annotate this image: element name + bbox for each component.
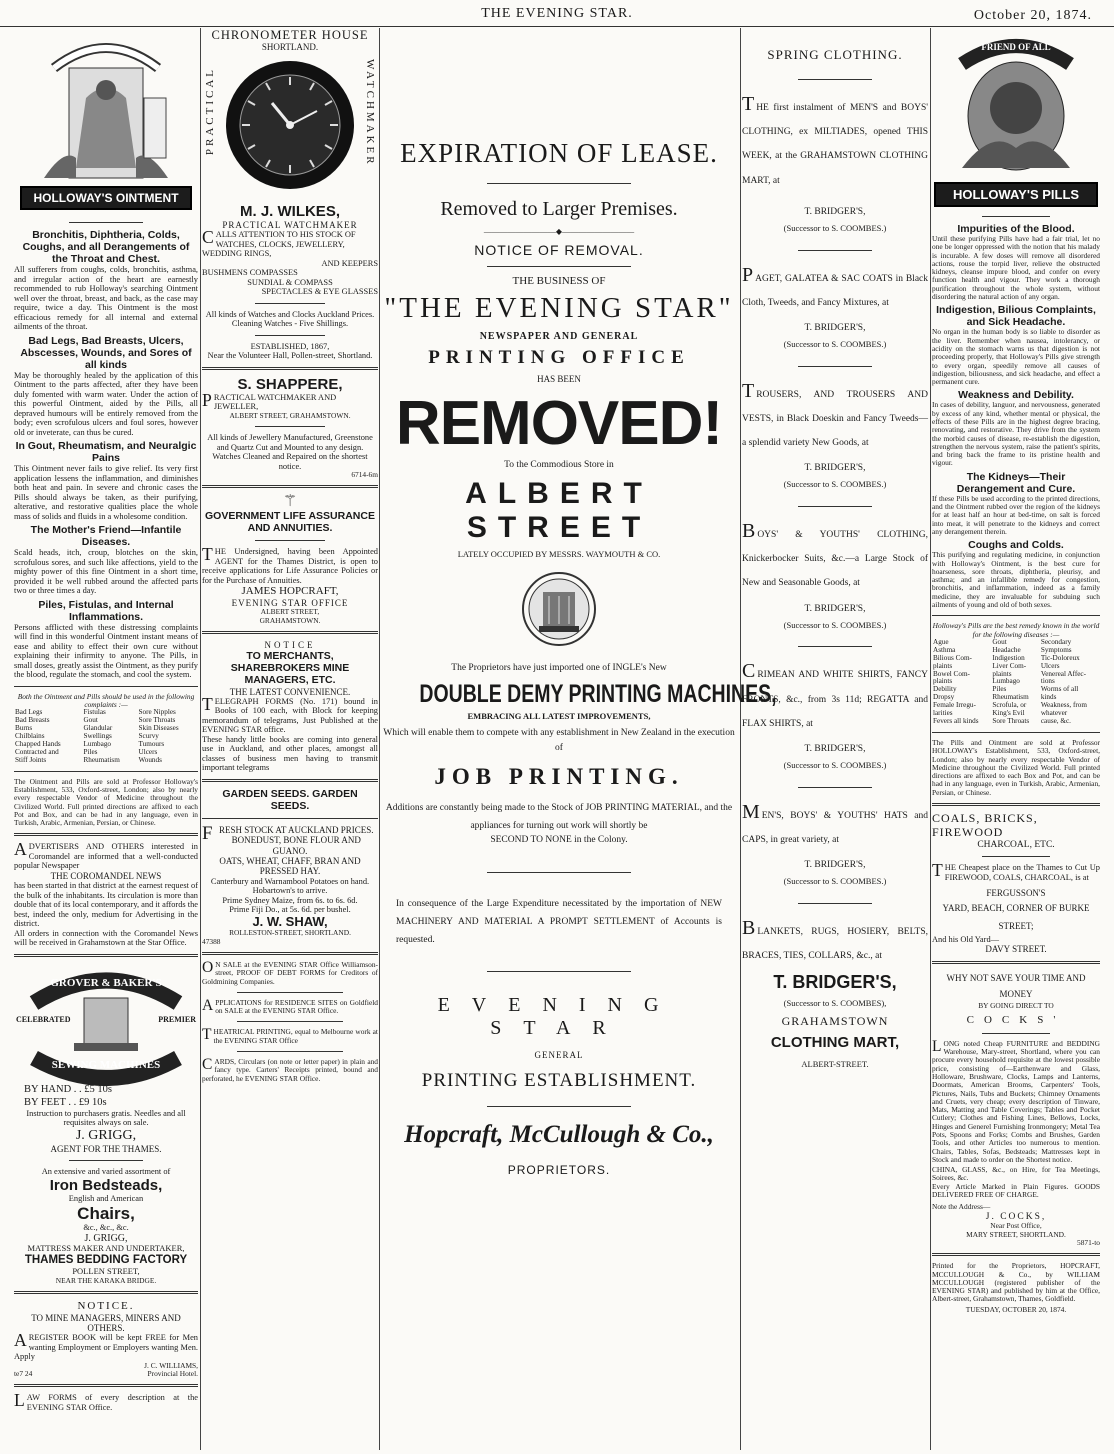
divider <box>798 903 872 904</box>
wilkes-spectacles: SPECTACLES & EYE GLASSES <box>261 287 378 297</box>
bonedust-text: BONEDUST, BONE FLOUR AND GUANO. <box>231 835 361 856</box>
williams-name: J. C. WILLIAMS, <box>144 1360 198 1370</box>
bedsteads-etc: &c., &c., &c. <box>83 1223 129 1233</box>
pills-disease-cell: Weakness, from <box>1040 701 1087 710</box>
pills-disease-cell: Headache <box>992 645 1021 654</box>
merchants-notice: NOTICE <box>264 639 316 650</box>
double-demy-heading: DOUBLE DEMY PRINTING MACHINES, <box>419 679 777 708</box>
pills-disease-cell: Ulcers <box>1040 661 1060 670</box>
grover-baker-left: CELEBRATED <box>16 1014 71 1024</box>
clothing-mart: CLOTHING MART, <box>770 1034 900 1052</box>
ointment-complaint-cell: Bad Legs <box>15 708 43 717</box>
pollen-street: POLLEN STREET, <box>72 1266 140 1277</box>
clock-emblem <box>202 53 378 203</box>
shaw-ref: 47388 <box>202 936 221 946</box>
divider <box>255 303 325 304</box>
china-glass-text: CHINA, GLASS, &c., on Hire, for Tea Meetings, Soirees, &c. <box>932 1165 1100 1183</box>
evening-star-office: EVENING STAR OFFICE <box>231 598 349 609</box>
first-instalment-text: THE first instalment of MEN'S and BOYS' CLOTHING, ex MILTIADES, opened THIS WEEK, at the GRAHAMSTOWN CLOTHING MART, at <box>742 92 928 186</box>
albert-street: ALBERT STREET, <box>260 607 320 617</box>
ointment-footer: The Ointment and Pills are sold at Professor Holloway's Establishment, 533, Oxford-street, London; also by nearly every respectable Vendor of Medicine throughout the Civilized World. Full printed directions are affixed to each Pot and Box, and can be had in any language, even in Turkish, Arabic, Armenian, Persian, or Chinese. <box>14 776 198 828</box>
pills-disease-cell: Rheumatism <box>992 693 1029 702</box>
pills-disease-cell: Venereal Affec- <box>1040 669 1087 678</box>
weakness-text: In cases of debility, languor, and nervousness, generated by excess of any kind, whether mental or physical, the effects of these Pills are in the highest degree bracing, renovating, and restorative. They drive from the system the morbid causes of disease, re-establish the digestion, strengthen the nervous system, raise the patient's spirits, and bring back the frame to its pristine health and vigour. <box>932 400 1100 468</box>
pills-disease-cell: Bilious Com- <box>933 653 972 662</box>
pills-disease-cell: Liver Com- <box>992 661 1027 670</box>
divider <box>932 803 1100 806</box>
grigg-name-2: J. GRIGG, <box>84 1232 128 1244</box>
on-sale-text: ON SALE at the EVENING STAR Office Williamson-street, PROOF OF DEBT FORMS for Creditors of Goldmining Companies. <box>202 959 378 986</box>
pills-disease-cell: kinds <box>1040 693 1057 702</box>
evening-star-title: "THE EVENING STAR" <box>384 291 734 324</box>
notice-ref: te7 24 <box>14 1369 33 1379</box>
davy-street: DAVY STREET. <box>985 944 1047 955</box>
ointment-text-legs: May be thoroughly healed by the application of this Ointment to the parts affected, after they have been duly fomented with warm water. Under the action of this powerful Ointment, aided by the Pills, all depraved humours will be entirely removed from the body; even scrofulous ulcers and foul sores, however old or inveterate, can thus be cured. <box>14 370 198 437</box>
pills-disease-cell: Worms of all <box>1040 685 1079 694</box>
ointment-heading-bronchitis: Bronchitis, Diphtheria, Colds, Coughs, and all Derangements of the Throat and Chest. <box>22 229 190 266</box>
column-4 <box>742 28 928 1450</box>
coughs-text: This purifying and regulating medicine, in conjunction with Holloway's Ointment, is the best cure for hoarseness, sore throats, diphtheria, pleurisy, and asthma; and an infallible remedy for congestion, bronchitis, and inflammation, indeed as a family medicine, they are invaluable for subduing such ailments of young and old of both sexes. <box>932 550 1100 609</box>
bridgers-5: T. BRIDGER'S, <box>804 743 866 754</box>
divider <box>202 485 378 488</box>
pills-disease-cell: Sore Throats <box>992 717 1030 726</box>
yard-beach: YARD, BEACH, CORNER OF BURKE STREET; <box>942 902 1090 931</box>
theatrical-printing-text: THEATRICAL PRINTING, equal to Melbourne work at the EVENING STAR Office <box>202 1026 378 1045</box>
karaka-bridge: NEAR THE KARAKA BRIDGE. <box>55 1275 157 1285</box>
masthead-date: October 20, 1874. <box>973 8 1092 23</box>
pills-disease-cell: Fevers all kinds <box>933 717 979 726</box>
divider <box>255 426 325 427</box>
pills-disease-cell: plaints <box>992 669 1012 678</box>
kidneys-heading: The Kidneys—Their Derangement and Cure. <box>956 470 1076 495</box>
pills-disease-cell: Asthma <box>933 645 956 654</box>
shappere-trade: PRACTICAL WATCHMAKER AND JEWELLER, <box>202 389 337 412</box>
wilkes-name: M. J. WILKES, <box>239 202 340 220</box>
grover-baker-low-text: SEWING MACHINES <box>51 1058 161 1071</box>
bridgers-1: T. BRIDGER'S, <box>804 206 866 217</box>
wilkes-sundial: SUNDIAL & COMPASS <box>247 277 333 287</box>
wilkes-keepers: AND KEEPERS <box>321 258 378 268</box>
divider <box>237 1051 343 1052</box>
grahamstown: GRAHAMSTOWN. <box>259 615 321 625</box>
ointment-complaint-cell: Glandular <box>83 724 113 733</box>
garden-seeds-heading: GARDEN SEEDS. GARDEN SEEDS. <box>222 787 358 812</box>
additions-text: Additions are constantly being made to the Stock of JOB PRINTING MATERIAL, and the appliances for turning out work will shortly be <box>385 802 733 831</box>
grover-baker-right: PREMIER <box>158 1014 196 1024</box>
divider <box>69 1160 143 1161</box>
divider <box>14 833 198 836</box>
bedsteads-sub: English and American <box>68 1194 144 1204</box>
pills-disease-cell: Symptoms <box>1040 645 1072 654</box>
bridgers-4: T. BRIDGER'S, <box>804 603 866 614</box>
ointment-complaint-cell: Chilblains <box>15 732 45 741</box>
divider <box>14 1291 198 1294</box>
ointment-complaint-cell: Bad Breasts <box>15 716 50 725</box>
divider <box>237 1021 343 1022</box>
pills-footer: The Pills and Ointment are sold at Professor HOLLOWAY's Establishment, 533, Oxford-street, London; also by nearly every respectable Vendor of Medicine throughout the Civilized World. Full printed directions are affixed to each Box and Pot, and can be had in any language, even in Turkish, Arabic, Armenian, Persian, or Chinese. <box>932 737 1100 797</box>
proprietors-imported: The Proprietors have just imported one of INGLE's New <box>451 662 667 673</box>
divider <box>255 335 325 336</box>
shappere-address: ALBERT STREET, GRAHAMSTOWN. <box>229 410 351 420</box>
divider <box>202 779 378 782</box>
column-rule <box>740 28 741 1450</box>
job-printing-heading: JOB PRINTING. <box>434 764 684 790</box>
evening-star-spaced: EVENING STAR <box>437 994 681 1039</box>
divider <box>487 971 630 972</box>
successor-3: (Successor to S. COOMBES.) <box>783 479 887 490</box>
advertisers-text-3: All orders in connection with the Coromandel News will be received in Grahamstown at the Star Office. <box>14 928 198 948</box>
divider <box>202 952 378 955</box>
business-of: THE BUSINESS OF <box>512 275 606 288</box>
pills-disease-cell: Tic-Doloreux <box>1040 653 1080 662</box>
diamond-rule: —————————◆————————— <box>483 227 635 237</box>
column-rule <box>200 28 201 1450</box>
pills-disease-cell: Gout <box>992 637 1007 646</box>
expiration-heading: EXPIRATION OF LEASE. <box>400 138 718 168</box>
boys-clothing-text: BOYS' & YOUTHS' CLOTHING, Knickerbocker Suits, &c.—a Large Stock of New and Seasonable Goods, at <box>742 519 928 589</box>
provincial-hotel: Provincial Hotel. <box>147 1369 198 1379</box>
register-book-text: AREGISTER BOOK will be kept FREE for Men wanting Employment or Employers wanting Men. Apply <box>14 1330 198 1362</box>
grigg-name: J. GRIGG, <box>75 1127 137 1143</box>
ointment-heading-mothers: The Mother's Friend—Infantile Diseases. <box>30 524 182 549</box>
spacer <box>380 28 738 138</box>
vertical-practical: PRACTICAL <box>204 66 216 155</box>
successor-5: (Successor to S. COOMBES.) <box>783 759 887 770</box>
fiji-text: Prime Fiji Do., at 5s. 6d. per bushel. <box>229 905 351 915</box>
grigg-agent: AGENT FOR THE THAMES. <box>50 1143 162 1154</box>
divider <box>932 615 1100 616</box>
chronometer-house-title: CHRONOMETER HOUSE <box>211 28 369 42</box>
coals-heading: COALS, BRICKS, FIREWOOD <box>932 810 1038 839</box>
successor-1: (Successor to S. COOMBES.) <box>783 222 887 233</box>
ointment-complaint-cell: Ulcers <box>138 747 158 756</box>
pills-disease-cell: Female Irregu- <box>933 701 976 710</box>
shaw-name: J. W. SHAW, <box>252 913 328 929</box>
divider <box>14 686 198 687</box>
ointment-list-heading: Both the Ointment and Pills should be used in the following complaints :— <box>17 691 195 710</box>
pills-emblem <box>932 28 1100 210</box>
divider <box>982 856 1049 857</box>
successor-2: (Successor to S. COOMBES.) <box>783 338 887 349</box>
pills-disease-row <box>932 718 1100 726</box>
ointment-complaint-cell: Tumours <box>138 740 165 749</box>
ointment-complaint-cell: Wounds <box>138 755 162 764</box>
notice-heading: NOTICE. <box>77 1300 135 1313</box>
kidneys-text: If these Pills be used according to the printed directions, and the Ointment rubbed over the region of the kidneys for at least half an hour at bed-time, on salt is forced into meat, it will penetrate to the kidneys and correct any derangement therein. <box>932 493 1100 536</box>
pills-disease-cell: plaints <box>933 677 953 686</box>
government-assurance-heading: GOVERNMENT LIFE ASSURANCE AND ANNUITIES. <box>205 510 375 535</box>
wilkes-trade: PRACTICAL WATCHMAKER <box>222 219 358 230</box>
ointment-text-mothers: Scald heads, itch, croup, blotches on the skin, scrofulous sores, and such like affections, yield to the mighty power of this fine Ointment in a short time, provided it be well rubbed around the affected parts two or three times a day. <box>14 548 198 596</box>
divider <box>487 1106 630 1107</box>
printing-press-emblem <box>380 568 738 655</box>
pills-disease-cell: Scrofula, or <box>992 701 1027 710</box>
divider <box>798 646 872 647</box>
divider <box>932 732 1100 733</box>
bedsteads-intro: An extensive and varied assortment of <box>41 1167 171 1177</box>
cocks-ref: 5871-to <box>1077 1238 1100 1248</box>
save-time-heading: WHY NOT SAVE YOUR TIME AND MONEY <box>946 972 1086 999</box>
embracing-improvements: EMBRACING ALL LATEST IMPROVEMENTS, <box>467 711 651 722</box>
grover-baker-emblem <box>14 963 198 1083</box>
pills-disease-cell: tions <box>1040 677 1055 686</box>
pills-disease-cell: King's Evil <box>992 709 1025 718</box>
latest-convenience: THE LATEST CONVENIENCE. <box>229 686 351 697</box>
bridgers-large: T. BRIDGER'S, <box>773 972 897 993</box>
paget-coats-text: PAGET, GALATEA & SAC COATS in Black Cloth, Tweeds, and Fancy Mixtures, at <box>742 263 928 308</box>
shappere-ref: 6714-6m <box>351 470 378 480</box>
wilkes-text: CALLS ATTENTION TO HIS STOCK OF WATCHES, CLOCKS, JEWELLERY, WEDDING RINGS, <box>202 227 356 259</box>
telegraph-forms-text: TELEGRAPH FORMS (No. 171) bound in Books of 100 each, with Block for keeping memorandum of telegrams, Just Published at the EVENING STAR office. <box>202 693 378 735</box>
merchants-heading: TO MERCHANTS, SHAREBROKERS MINE MANAGERS, ETC. <box>230 650 350 687</box>
ointment-text-piles: Persons afflicted with these distressing complaints will find in this wonderful Ointment instant means of ease and ability to effect their own cure without explaining their infirmity to anyone. The Pills, in small doses, greatly assist the Ointment, as they purify the blood, regulate the stomach, and cool the system. <box>14 622 198 680</box>
ointment-complaint-cell: Swellings <box>83 732 112 741</box>
advertisers-text-2: has been started in that district at the earnest request of the bulk of the inhabitants. Its circulation is more than double that of its local contemporary, and it affords the best, indeed the only, medium for Advertising in the district. <box>14 881 198 929</box>
grahamstown-label: GRAHAMSTOWN <box>781 1013 889 1028</box>
cards-text: CARDS, Circulars (on note or letter paper) in plain and fancy type. Carters' Receipts printed, bound and perforated, he EVENING STAR Office. <box>202 1055 378 1083</box>
chairs-heading: Chairs, <box>77 1203 135 1223</box>
thames-bedding-factory: THAMES BEDDING FACTORY <box>24 1253 188 1266</box>
old-yard: And his Old Yard— <box>932 934 1000 944</box>
spacer <box>742 28 928 48</box>
shappere-name: S. SHAPPERE, <box>237 375 343 393</box>
mattress-maker: MATTRESS MAKER AND UNDERTAKER, <box>27 1243 185 1254</box>
ointment-complaint-cell: Burns <box>15 724 33 733</box>
advertisers-text: ADVERTISERS AND OTHERS interested in Coromandel are informed that a well-conducted popular Newspaper <box>14 839 198 871</box>
cocks-name: J. COCKS, <box>985 1211 1047 1222</box>
ointment-emblem <box>14 28 198 216</box>
bridgers-6: T. BRIDGER'S, <box>804 860 866 871</box>
ointment-badge: HOLLOWAY'S OINTMENT <box>20 186 192 210</box>
column-1 <box>14 28 198 1450</box>
grover-baker-arc-text: GROVER & BAKER'S <box>50 976 162 989</box>
column-3 <box>380 28 777 1450</box>
spring-clothing-heading: SPRING CLOTHING. <box>767 47 903 62</box>
pills-disease-cell: Bowel Com- <box>933 669 970 678</box>
cheapest-place-text: THE Cheapest place on the Thames to Cut Up FIREWOOD, COALS, CHARCOAL, is at <box>932 860 1100 882</box>
notice-footer <box>14 1370 198 1378</box>
divider <box>982 1033 1049 1034</box>
has-been: HAS BEEN <box>537 374 581 385</box>
potatoes-text: Canterbury and Warnambool Potatoes on hand. Hobartown's to arrive. <box>210 876 370 896</box>
blankets-text: BLANKETS, RUGS, HOSIERY, BELTS, BRACES, TIES, COLLARS, &c., at <box>742 916 928 961</box>
ointment-complaint-cell: Piles <box>83 747 98 756</box>
coromandel-news-title: THE COROMANDEL NEWS <box>50 870 162 881</box>
masthead <box>0 0 1114 27</box>
divider <box>202 818 378 819</box>
sydney-maize-text: Prime Sydney Maize, from 6s. to 6s. 6d. <box>222 895 358 905</box>
wilkes-established: ESTABLISHED, 1867, <box>250 341 330 351</box>
compete-text: Which will enable them to compete with any establishment in New Zealand in the execution of <box>383 728 735 754</box>
near-post-office: Near Post Office, <box>990 1221 1042 1231</box>
shortland-sub: SHORTLAND. <box>261 42 319 53</box>
consequence-text: In consequence of the Large Expenditure necessitated by the importation of NEW MACHINERY AND MATERIAL A PROMPT SETTLEMENT of Accounts is requested. <box>396 898 722 945</box>
masthead-title: THE EVENING STAR. <box>481 6 633 21</box>
wilkes-address: Near the Volunteer Hall, Pollen-street, Shortland. <box>207 351 373 361</box>
divider <box>487 183 630 184</box>
indigestion-text: No organ in the human body is so liable to disorder as the liver. Remember when nausea, intolerancy, or acidity on the stomach warns us that digestion is not proceeding properly, that Holloway's Pills give strength to every organ, speedily remove all causes of indigestion, biliousness, and sick headache, and effect a permanent cure. <box>932 327 1100 387</box>
ointment-heading-legs: Bad Legs, Bad Breasts, Ulcers, Abscesses, Wounds, and Sores of all kinds <box>20 334 192 371</box>
shirts-text: CRIMEAN AND WHITE SHIRTS, FANCY FRONTS, &c., from 3s 11d; REGATTA and FLAX SHIRTS, at <box>742 660 928 729</box>
ointment-text-gout: This Ointment never fails to give relief. Its very first application lessens the inflammation, and diminishes both heat and pain. In severe and chronic cases the Pills should always be taken, as their purifying, alterative, and restorative qualities place the whole mass of solids and fluids in a wholesome condition. <box>14 464 198 521</box>
fresh-stock-text: FRESH STOCK AT AUCKLAND PRICES. <box>202 822 374 844</box>
ointment-complaint-cell: Fistulas <box>83 708 106 717</box>
notice-of-removal: NOTICE OF REMOVAL. <box>474 242 644 259</box>
divider <box>932 961 1100 964</box>
ointment-complaint-cell: Skin Diseases <box>138 724 179 733</box>
pills-diseases-table <box>932 639 1100 726</box>
ointment-complaint-cell: Gout <box>83 716 98 725</box>
divider <box>798 250 872 251</box>
handy-books-text: These handy little books are coming into general use in Auckland, and other places, amongst all classes of business men having to transmit important telegrams <box>202 734 378 773</box>
cocks-warehouse-text: LONG noted Cheap FURNITURE and BEDDING Warehouse, Mary-street, Shortland, where you can procure every household requisite at the lowest possible price, consisting of—Earthenware and Glass, Holloware, Brushware, Clocks, Lamps and Lanterns, Doormats, American Brooms, Carpenters' Tools, Pictures, Nails, Tubs and Buckets; Chimney Ornaments and Cruets, very cheap; every description of Tinware, Mats, Matting and Table Coverings; Tables and Pocket Cutlery; Clothes and Fishing Lines, Bellows, Locks, Hinges and Generel Furnishing Ironmongery; Metal Tea Pots, Spoons and Forks; Combs and Brushes, Garden Tools, and other Articles too numerous to mention. Chairs, Tables, Sofas, Bedsteads; Mattresses kept in Stock and made to order on the Shortest notice. <box>932 1037 1100 1164</box>
crest-icon: ⚚ <box>282 493 298 511</box>
divider <box>932 1253 1100 1256</box>
shappere-watches: Watches Cleaned and Repaired on the shortest notice. <box>212 452 368 471</box>
divider <box>14 1384 198 1387</box>
going-direct: BY GOING DIRECT TO <box>978 1000 1054 1010</box>
ointment-complaint-cell: Chapped Hands <box>15 740 61 749</box>
instruction-text: Instruction to purchasers gratis. Needles and all requisites always on sale. <box>26 1108 186 1128</box>
impurities-text: Until these purifying Pills have had a fair trial, let no one be longer oppressed with the notion that his malady is incurable. A few doses will remove all disordered actions, rouse the torpid liver, relieve the obstructed kidneys, cleanse impure blood, and confer on every function health and vigour. They work a thorough purification throughout the whole system, without disordering the natural action of any organ. <box>932 234 1100 302</box>
clock-face-icon <box>202 53 378 203</box>
divider <box>237 992 343 993</box>
ointment-text-bronchitis: All sufferers from coughs, colds, bronchitis, asthma, and irregular action of the heart are earnestly recommended to rub Holloway's searching Ointment well over the throat, breast, and back, as the case may require, twice a day. This Ointment is the most efficacious remedy for all internal and external ailments of the throat. <box>14 265 198 332</box>
price-by-feet: BY FEET . . £9 10s <box>24 1096 107 1108</box>
proprietors-label: PROPRIETORS. <box>507 1162 611 1177</box>
pills-disease-cell: plaints <box>933 661 953 670</box>
hopcraft-mccullough: Hopcraft, McCullough & Co., <box>404 1121 714 1149</box>
pills-disease-cell: Indigestion <box>992 653 1025 662</box>
albert-street-4: ALBERT-STREET. <box>801 1058 869 1069</box>
bridgers-3: T. BRIDGER'S, <box>804 463 866 474</box>
removed-larger-heading: Removed to Larger Premises. <box>440 198 678 221</box>
pills-disease-cell: Debility <box>933 685 957 694</box>
printing-office: PRINTING OFFICE <box>428 346 690 368</box>
column-2 <box>202 28 378 1450</box>
divider <box>798 787 872 788</box>
commodious-store: To the Commodious Store in <box>504 459 614 470</box>
second-to-none: SECOND TO NONE in the Colony. <box>490 834 628 845</box>
imprint-date: TUESDAY, OCTOBER 20, 1874. <box>965 1304 1067 1314</box>
pills-disease-cell: Piles <box>992 685 1007 694</box>
divider <box>798 79 872 80</box>
divider <box>202 631 378 634</box>
newspaper-general: NEWSPAPER AND GENERAL <box>479 331 639 343</box>
pills-disease-cell: Lumbago <box>992 677 1020 686</box>
law-forms-text: LAW FORMS of every description at the EVENING STAR Office. <box>14 1390 198 1412</box>
applications-text: APPLICATIONS for RESIDENCE SITES on Goldfield on SALE at the EVENING STAR Office. <box>202 996 378 1016</box>
column-5 <box>932 28 1100 1450</box>
printing-establishment: PRINTING ESTABLISHMENT. <box>421 1070 697 1092</box>
pills-disease-cell: cause, &c. <box>1040 717 1071 726</box>
wilkes-cleaning: Cleaning Watches - Five Shillings. <box>231 319 349 329</box>
note-address: Note the Address— <box>932 1202 991 1212</box>
government-assurance-text: THE Undersigned, having been Appointed AGENT for the Thames District, is open to receive applications for Life Assurance Policies or for the Purchase of Annuities. <box>202 544 378 585</box>
divider <box>487 266 630 267</box>
wilkes-prices: All kinds of Watches and Clocks Auckland Prices. <box>205 309 375 319</box>
ointment-complaint-cell: Rheumatism <box>83 755 120 764</box>
bridgers-2: T. BRIDGER'S, <box>804 322 866 333</box>
trousers-text: TROUSERS, AND TROUSERS AND VESTS, in Black Doeskin and Fancy Tweeds—a splendid variety New Goods, at <box>742 379 928 449</box>
impurities-heading: Impurities of the Blood. <box>957 223 1075 235</box>
ointment-heading-piles: Piles, Fistulas, and Internal Inflammations. <box>38 598 174 623</box>
charcoal-sub: CHARCOAL, ETC. <box>977 839 1055 850</box>
mary-street: MARY STREET, SHORTLAND. <box>966 1229 1066 1239</box>
pills-arc-text: FRIEND OF ALL <box>981 42 1051 52</box>
iron-bedsteads-heading: Iron Bedsteads, <box>49 1176 163 1194</box>
ointment-complaint-cell: Contracted and <box>15 747 59 756</box>
cocks-heading: COCKS' <box>966 1014 1066 1027</box>
pills-disease-cell: larities <box>933 709 953 718</box>
divider <box>202 367 378 370</box>
removed-heading: REMOVED! <box>395 388 723 458</box>
pills-disease-cell: Ague <box>933 637 949 646</box>
shaw-address: ROLLESTON-STREET, SHORTLAND. <box>229 928 351 938</box>
lately-occupied: LATELY OCCUPIED BY MESSRS. WAYMOUTH & CO. <box>457 548 661 559</box>
divider <box>798 366 872 367</box>
ointment-complaint-row <box>14 757 198 765</box>
price-by-hand: BY HAND . . £5 10s <box>24 1083 112 1095</box>
pills-disease-cell: whatever <box>1040 709 1068 718</box>
pills-disease-cell: Dropsy <box>933 693 955 702</box>
hats-caps-text: MEN'S, BOYS' & YOUTHS' HATS and CAPS, in great variety, at <box>742 800 928 845</box>
shappere-jewellery: All kinds of Jewellery Manufactured, Greenstone and Quartz Cut and Mounted to any design. <box>207 433 373 452</box>
printing-press-icon <box>519 568 599 650</box>
divider <box>798 506 872 507</box>
successor-7: (Successor to S. COOMBES), <box>783 997 887 1008</box>
ointment-complaint-cell: Sore Throats <box>138 716 176 725</box>
wilkes-compasses: BUSHMENS COMPASSES <box>202 268 298 278</box>
ointment-complaint-cell: Stiff Joints <box>15 755 47 764</box>
ointment-complaint-cell: Scurvy <box>138 732 159 741</box>
divider <box>69 222 143 223</box>
ointment-complaints-table <box>14 709 198 764</box>
pills-disease-cell: Secondary <box>1040 637 1072 646</box>
vertical-watchmaker: WATCHMAKER <box>364 58 376 167</box>
successor-6: (Successor to S. COOMBES.) <box>783 876 887 887</box>
ointment-heading-gout: In Gout, Rheumatism, and Neuralgic Pains <box>15 440 197 465</box>
divider <box>255 540 325 541</box>
column-rule <box>930 28 931 1450</box>
coughs-heading: Coughs and Colds. <box>968 539 1064 552</box>
fergussons: FERGUSSON'S <box>986 888 1046 899</box>
general-label: GENERAL <box>534 1050 584 1060</box>
hopcraft-name: JAMES HOPCRAFT, <box>241 585 339 598</box>
albert-street-heading: ALBERT STREET <box>465 476 653 545</box>
successor-4: (Successor to S. COOMBES.) <box>783 619 887 630</box>
divider <box>14 954 198 957</box>
divider <box>14 771 198 772</box>
ointment-complaint-cell: Lumbago <box>83 740 112 749</box>
every-article-text: Every Article Marked in Plain Figures. GOODS DELIVERED FREE OF CHARGE. <box>932 1181 1100 1199</box>
imprint-text: Printed for the Proprietors, HOPCRAFT, MCCULLOUGH & Co., by WILLIAM MCCULLOUGH (registered publisher of the EVENING STAR) and published by him at the Office, Albert-street, Grahamstown, Thames, Goldfield. <box>932 1261 1100 1304</box>
divider <box>487 872 630 873</box>
weakness-heading: Weakness and Debility. <box>958 389 1074 402</box>
divider <box>982 216 1049 217</box>
pills-list-heading: Holloway's Pills are the best remedy known in the world for the following diseases :— <box>932 621 1100 639</box>
indigestion-heading: Indigestion, Bilious Complaints, and Sick Headache. <box>936 304 1096 329</box>
pills-badge: HOLLOWAY'S PILLS <box>934 182 1098 207</box>
oats-text: OATS, WHEAT, CHAFF, BRAN AND PRESSED HAY. <box>219 855 361 877</box>
ointment-complaint-cell: Sore Nipples <box>138 708 176 717</box>
notice-sub: TO MINE MANAGERS, MINERS AND OTHERS. <box>31 1312 181 1334</box>
